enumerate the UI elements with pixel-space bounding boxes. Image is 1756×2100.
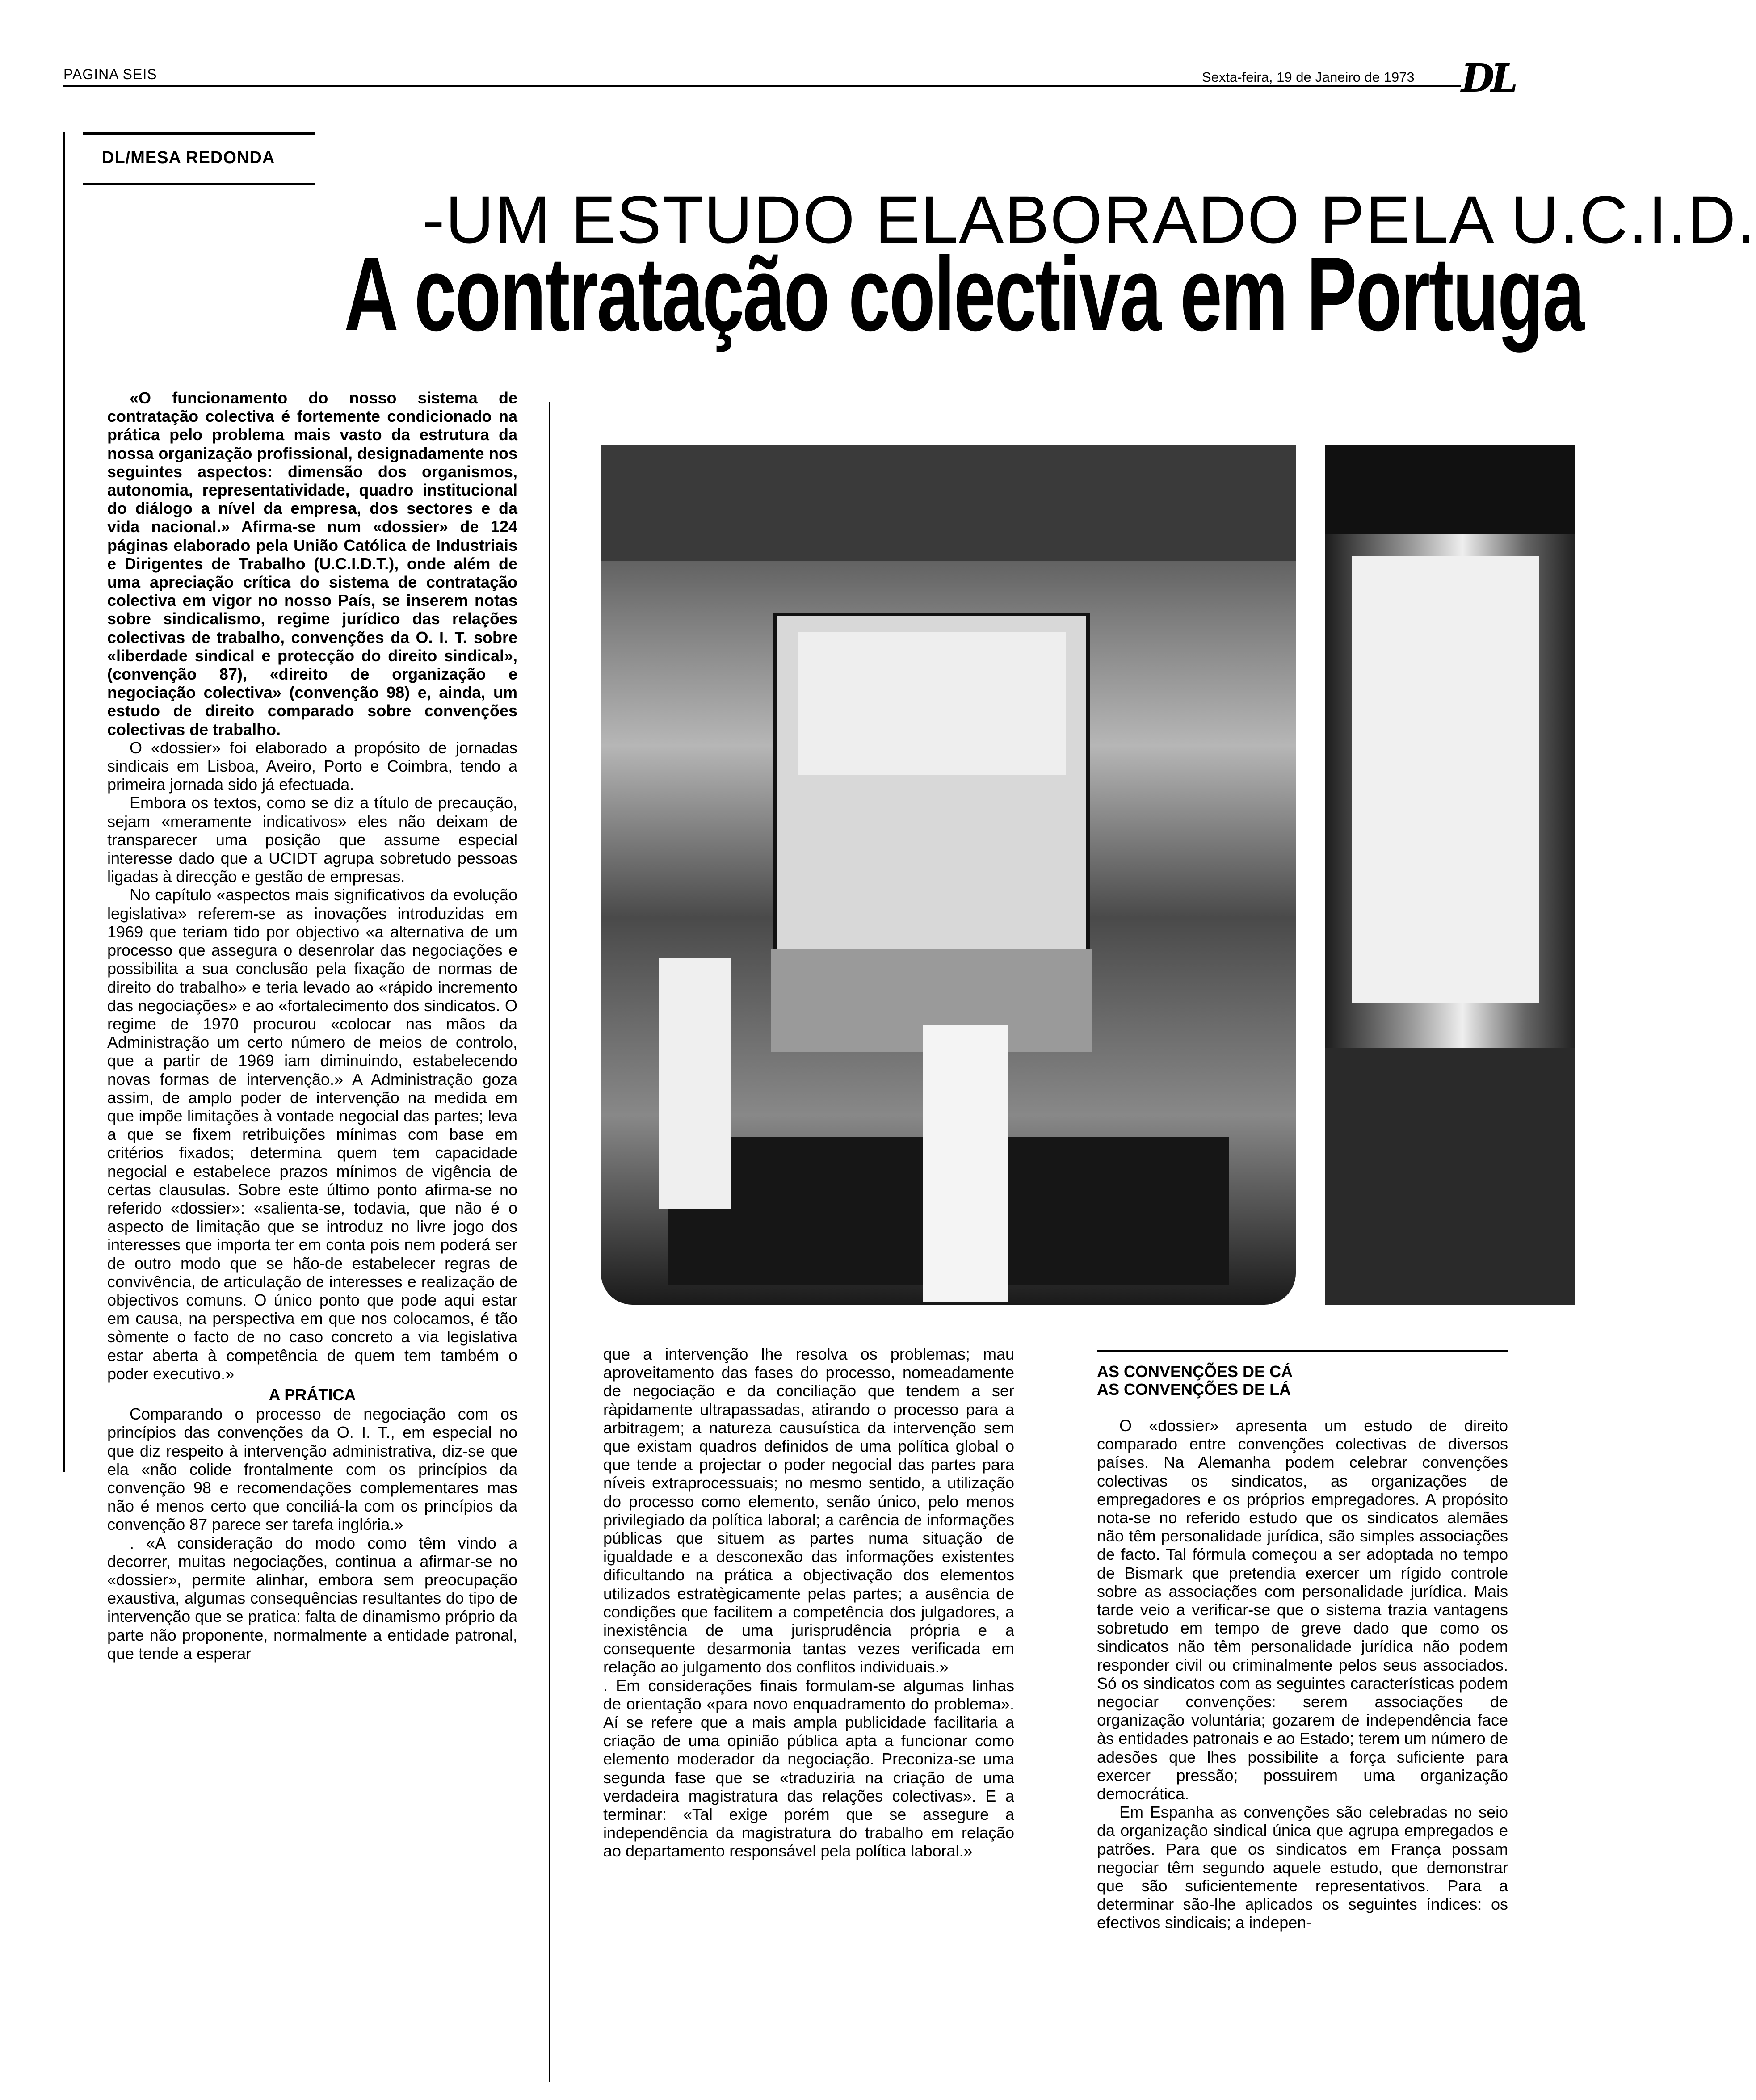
body-paragraph: . «A consideração do modo como têm vindo a decorrer, muitas negociações, continua a afirmar-se no «dossier», permite alinhar, embora sem preocupação exaustiva, algumas consequências resultantes do tipo de intervenção que se pratica: falta de dinamismo próprio da parte não proponente, normalmente a entidade patronal, que tende a esperar: [107, 1533, 517, 1663]
subheading-line-2: AS CONVENÇÕES DE LÁ: [1097, 1380, 1291, 1399]
column-divider: [549, 402, 550, 2082]
kicker-headline: -UM ESTUDO ELABORADO PELA U.C.I.D.: [422, 182, 1756, 257]
article-column-2: [603, 1345, 1014, 1861]
factory-workshop-photo: [1325, 445, 1575, 1305]
body-paragraph: Comparando o processo de negociação com os princípios das convenções da O. I. T., em especial no que diz respeito à intervenção administrativa, diz-se que ela «não colide frontalmente com os princípios da convenção 98 e recomendações complementares mas não é menos certo que conciliá-la com os princípios da convenção 87 parece ser tarefa inglória.»: [107, 1405, 517, 1534]
issue-date: Sexta-feira, 19 de Janeiro de 1973: [1202, 69, 1415, 85]
section-label: DL/MESA REDONDA: [102, 148, 275, 167]
truck-assembly-illustration: [601, 445, 1296, 1305]
workshop-illustration: [1325, 445, 1575, 1305]
body-paragraph: Embora os textos, como se diz a título de precaução, sejam «meramente indicativos» eles não deixam de transparecer uma posição que assume especial interesse dado que a UCIDT agrupa sobretudo pessoas ligadas à direcção e gestão de empresas.: [107, 794, 517, 886]
subheading-convencoes: [1097, 1363, 1508, 1399]
body-paragraph: . Em considerações finais formulam-se algumas linhas de orientação «para novo enquadramento do problema». Aí se refere que a mais ampla publicidade facilitaria a criação de uma opinião pública apta a funcionar como elemento moderador da negociação. Preconiza-se uma segunda fase que se «traduziria na criação de uma verdadeira magistratura das relações colectivas». E a terminar: «Tal exige porém que se assegure a independência da magistratura do trabalho em relação ao departamento responsável pela política laboral.»: [603, 1676, 1014, 1861]
newspaper-logo: DL: [1461, 56, 1515, 101]
factory-truck-photo: [601, 445, 1296, 1305]
page-number-label: PAGINA SEIS: [63, 66, 157, 82]
article-column-1: [107, 389, 517, 1663]
main-headline: A contratação colectiva em Portuga: [344, 235, 1584, 353]
article-column-3: [1097, 1363, 1508, 1932]
body-paragraph: que a intervenção lhe resolva os problemas; mau aproveitamento das fases do processo, nomeadamente de negociação e da conciliação que tendem a ser ràpidamente ultrapassadas, atirando o processo para a arbitragem; a natureza causuística da intervenção sem que existam quadros definidos de uma política global o que tende a projectar o poder negocial das partes para níveis extraprocessuais; no mesmo sentido, a utilização do processo como elemento, senão único, pelo menos privilegiado da política laboral; a carência de informações públicas que situem as partes numa situação de igualdade e a desconexão das informações existentes dificultando na prática a objectivação dos elementos utilizados estratègicamente pelas partes; a ausência de condições que facilitem a competência dos julgadores, a inexistência de uma jurisprudência própria e a consequente desarmonia tantas vezes verificada em relação ao julgamento dos conflitos individuais.»: [603, 1345, 1014, 1676]
subheading-line-1: AS CONVENÇÕES DE CÁ: [1097, 1362, 1293, 1381]
body-paragraph: O «dossier» foi elaborado a propósito de jornadas sindicais em Lisboa, Aveiro, Porto e Coimbra, tendo a primeira jornada sido já efectuada.: [107, 738, 517, 794]
body-paragraph: O «dossier» apresenta um estudo de direito comparado entre convenções colectivas de diversos países. Na Alemanha podem celebrar convenções colectivas os sindicatos, as organizações de empregadores e os próprios empregadores. A propósito nota-se no referido estudo que os sindicatos alemães não têm personalidade jurídica, são simples associações de facto. Tal fórmula começou a ser adoptada no tempo de Bismark que pretendia exercer um rígido controle sobre as associações com personalidade jurídica. Mais tarde veio a verificar-se que o sistema trazia vantagens sobretudo em tempo de greve dado que como os sindicatos não têm personalidade jurídica não podem responder civil ou criminalmente pelos seus associados. Só os sindicatos com as seguintes características podem negociar convenções: serem associações de organização voluntária; gozarem de independência face às entidades patronais e ao Estado; terem um número de adesões que lhes possibilite a força suficiente para exercer pressão; possuirem uma organização democrática.: [1097, 1416, 1508, 1803]
col3-top-rule: [1097, 1350, 1508, 1352]
lead-paragraph: «O funcionamento do nosso sistema de contratação colectiva é fortemente condicionado na prática pelo problema mais vasto da estrutura da nossa organização profissional, designadamente nos seguintes aspectos: dimensão dos organismos, autonomia, representatividade, quadro institucional do diálogo a nível da empresa, dos sectores e da vida nacional.» Afirma-se num «dossier» de 124 páginas elaborado pela União Católica de Industriais e Dirigentes de Trabalho (U.C.I.D.T.), onde além de uma apreciação crítica do sistema de contratação colectiva em vigor no nosso País, se inserem notas sobre sindicalismo, regime jurídico das relações colectivas de trabalho, convenções da O. I. T. sobre «liberdade sindical e protecção do direito sindical», (convenção 87), «direito de organização e negociação colectiva» (convenção 98) e, ainda, um estudo de direito comparado sobre convenções colectivas de trabalho.: [107, 389, 517, 739]
left-column-rule: [63, 132, 65, 1472]
header-rule: [63, 85, 1461, 87]
section-rule-bottom: [83, 183, 315, 185]
body-paragraph: No capítulo «aspectos mais significativos da evolução legislativa» referem-se as inovações introduzidas em 1969 que teriam tido por objectivo «a alternativa de um processo que assegura o desenrolar das negociações e possibilita a sua conclusão pela fixação de normas de direito do trabalho» e teria levado ao «rápido incremento das negociações» e ao «fortalecimento dos sindicatos. O regime de 1970 procurou «colocar nas mãos da Administração um certo número de meios de controlo, que a partir de 1969 iam diminuindo, estabelecendo novas formas de intervenção.» A Administração goza assim, de amplo poder de intervenção na medida em que impõe limitações à vontade negocial das partes; leva a que se fixem retribuições mínimas com base em critérios fixados; determina quem tem capacidade negocial e estabelece prazos mínimos de vigência de certas clausulas. Sobre este último ponto afirma-se no referido «dossier»: «salienta-se, todavia, que não é o aspecto de limitação que se introduz no livre jogo dos interesses que importa ter em conta pois nem poderá ser de outro modo que se hão-de estabelecer regras de convivência, de articulação de interesses e realização de objectivos comuns. O único ponto que pode aqui estar em causa, na perspectiva em que nos colocamos, é tão sòmente o facto de no caso concreto a via legislativa estar aberta à competência de quem tem também o poder executivo.»: [107, 886, 517, 1383]
subheading-a-pratica: A PRÁTICA: [269, 1385, 356, 1404]
section-rule-top: [83, 132, 315, 135]
body-paragraph: Em Espanha as convenções são celebradas no seio da organização sindical única que agrupa empregados e patrões. Para que os sindicatos em França possam negociar têm segundo aquele estudo, que demonstrar que são suficientemente representativos. Para a determinar são-lhe aplicados os seguintes índices: os efectivos sindicais; a indepen-: [1097, 1803, 1508, 1932]
